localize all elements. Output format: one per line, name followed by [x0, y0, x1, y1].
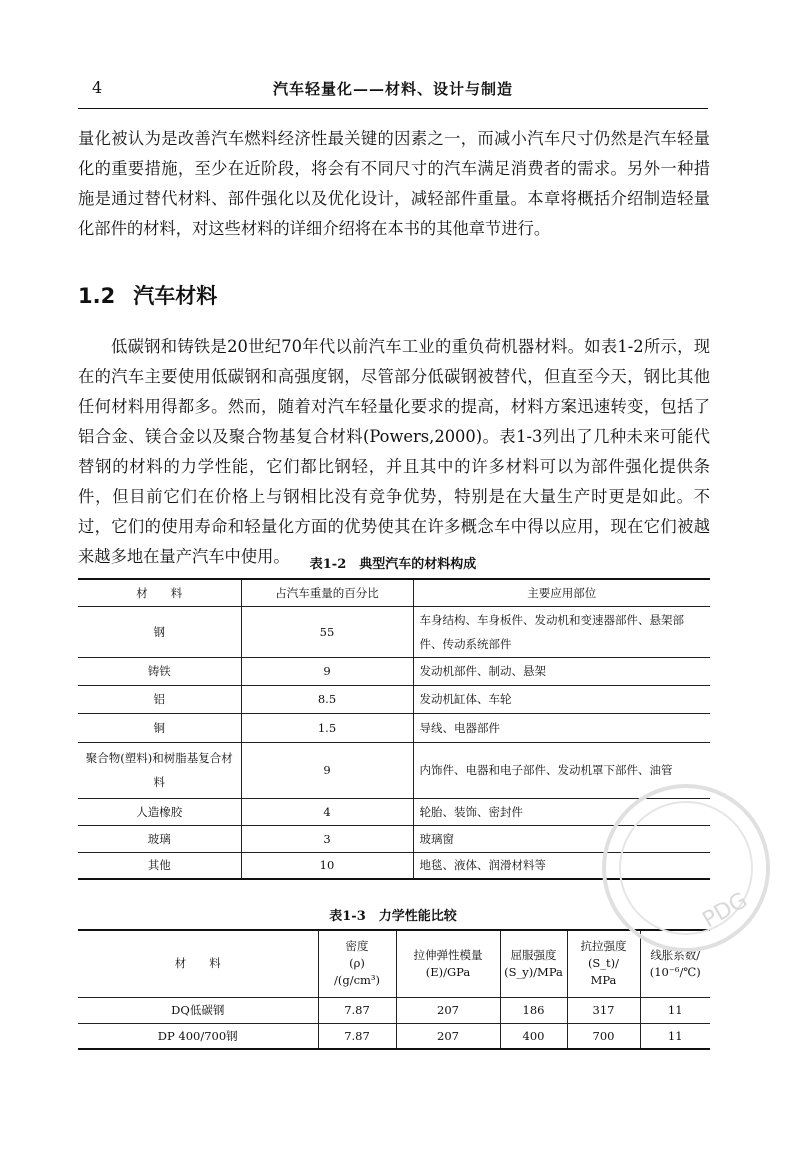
material-cell: 铸铁 — [78, 657, 241, 685]
percent-cell: 55 — [241, 606, 413, 657]
material-cell: 聚合物(塑料)和树脂基复合材料 — [78, 742, 241, 798]
percent-cell: 1.5 — [241, 713, 413, 742]
watermark-text: PDG — [698, 887, 752, 934]
material-cell: DQ低碳钢 — [78, 997, 318, 1023]
section-number: 1.2 — [78, 284, 116, 308]
density-cell: 7.87 — [318, 997, 396, 1023]
material-cell: 铜 — [78, 713, 241, 742]
page-header — [78, 70, 708, 109]
modulus-cell: 207 — [396, 1023, 500, 1049]
header-material: 材 料 — [78, 930, 318, 997]
usage-cell: 车身结构、车身板件、发动机和变速器部件、悬架部件、传动系统部件 — [413, 606, 710, 657]
percent-cell: 8.5 — [241, 685, 413, 713]
section-title: 汽车材料 — [133, 283, 218, 308]
header-tensile: 抗拉强度 (S_t)/ MPa — [567, 930, 640, 997]
expansion-cell: 11 — [640, 997, 710, 1023]
material-cell: 铝 — [78, 685, 241, 713]
percent-cell: 4 — [241, 798, 413, 825]
paragraph-2: 低碳钢和铸铁是20世纪70年代以前汽车工业的重负荷机器材料。如表1-2所示，现在的汽车主要使用低碳钢和高强度钢，尽管部分低碳钢被替代，但直至今天，钢比其他任何材料用得都多。然而，随着对汽车轻量化要求的提高，材料方案迅速转变，包括了铝合金、镁合金以及聚合物基复合材料(Powers,2000)。表1-3列出了几种未来可能代替钢的材料的力学性能，它们都比钢轻，并且其中的许多材料可以为部件强化提供条件，但目前它们在价格上与钢相比没有竞争优势，特别是在大量生产时更是如此。不过，它们的使用寿命和轻量化方面的优势使其在许多概念车中得以应用，现在它们被越来越多地在量产汽车中使用。 — [78, 337, 710, 566]
usage-cell: 发动机缸体、车轮 — [413, 685, 710, 713]
header-usage: 主要应用部位 — [413, 579, 710, 606]
tensile-cell: 700 — [567, 1023, 640, 1049]
running-title: 汽车轻量化——材料、设计与制造 — [272, 80, 513, 98]
table-row — [78, 685, 710, 713]
table-row — [78, 713, 710, 742]
table-1-3-caption: 表1-3 力学性能比较 — [329, 909, 457, 924]
material-cell: 玻璃 — [78, 825, 241, 852]
material-cell: 人造橡胶 — [78, 798, 241, 825]
percent-cell: 10 — [241, 852, 413, 879]
header-modulus: 拉伸弹性模量 (E)/GPa — [396, 930, 500, 997]
header-material: 材 料 — [78, 579, 241, 606]
header-expansion: 线胀系数/ (10⁻⁶/℃) — [640, 930, 710, 997]
modulus-cell: 207 — [396, 997, 500, 1023]
percent-cell: 9 — [241, 742, 413, 798]
material-cell: 其他 — [78, 852, 241, 879]
percent-cell: 3 — [241, 825, 413, 852]
table-row — [78, 606, 710, 657]
table-row — [78, 1023, 710, 1049]
material-cell: DP 400/700钢 — [78, 1023, 318, 1049]
table-row — [78, 657, 710, 685]
page-number: 4 — [92, 78, 103, 97]
usage-cell: 地毯、液体、润滑材料等 — [413, 852, 710, 879]
table-row — [78, 997, 710, 1023]
density-cell: 7.87 — [318, 1023, 396, 1049]
table-header-row — [78, 579, 710, 606]
expansion-cell: 11 — [640, 1023, 710, 1049]
percent-cell: 9 — [241, 657, 413, 685]
yield-cell: 400 — [500, 1023, 567, 1049]
usage-cell: 内饰件、电器和电子部件、发动机罩下部件、油管 — [413, 742, 710, 798]
section-heading — [78, 280, 217, 310]
usage-cell: 玻璃窗 — [413, 825, 710, 852]
header-percent: 占汽车重量的百分比 — [241, 579, 413, 606]
header-density: 密度 (ρ) /(g/cm³) — [318, 930, 396, 997]
table-1-2-caption: 表1-2 典型汽车的材料构成 — [309, 557, 477, 572]
paragraph-1: 量化被认为是改善汽车燃料经济性最关键的因素之一，而减小汽车尺寸仍然是汽车轻量化的重要措施，至少在近阶段，将会有不同尺寸的汽车满足消费者的需求。另外一种措施是通过替代材料、部件强化以及优化设计，减轻部件重量。本章将概括介绍制造轻量化部件的材料，对这些材料的详细介绍将在本书的其他章节进行。 — [78, 129, 710, 238]
header-yield: 屈服强度 (S_y)/MPa — [500, 930, 567, 997]
material-cell: 钢 — [78, 606, 241, 657]
pdg-watermark-seal — [596, 778, 776, 958]
yield-cell: 186 — [500, 997, 567, 1023]
usage-cell: 发动机部件、制动、悬架 — [413, 657, 710, 685]
tensile-cell: 317 — [567, 997, 640, 1023]
usage-cell: 轮胎、装饰、密封件 — [413, 798, 710, 825]
usage-cell: 导线、电器部件 — [413, 713, 710, 742]
